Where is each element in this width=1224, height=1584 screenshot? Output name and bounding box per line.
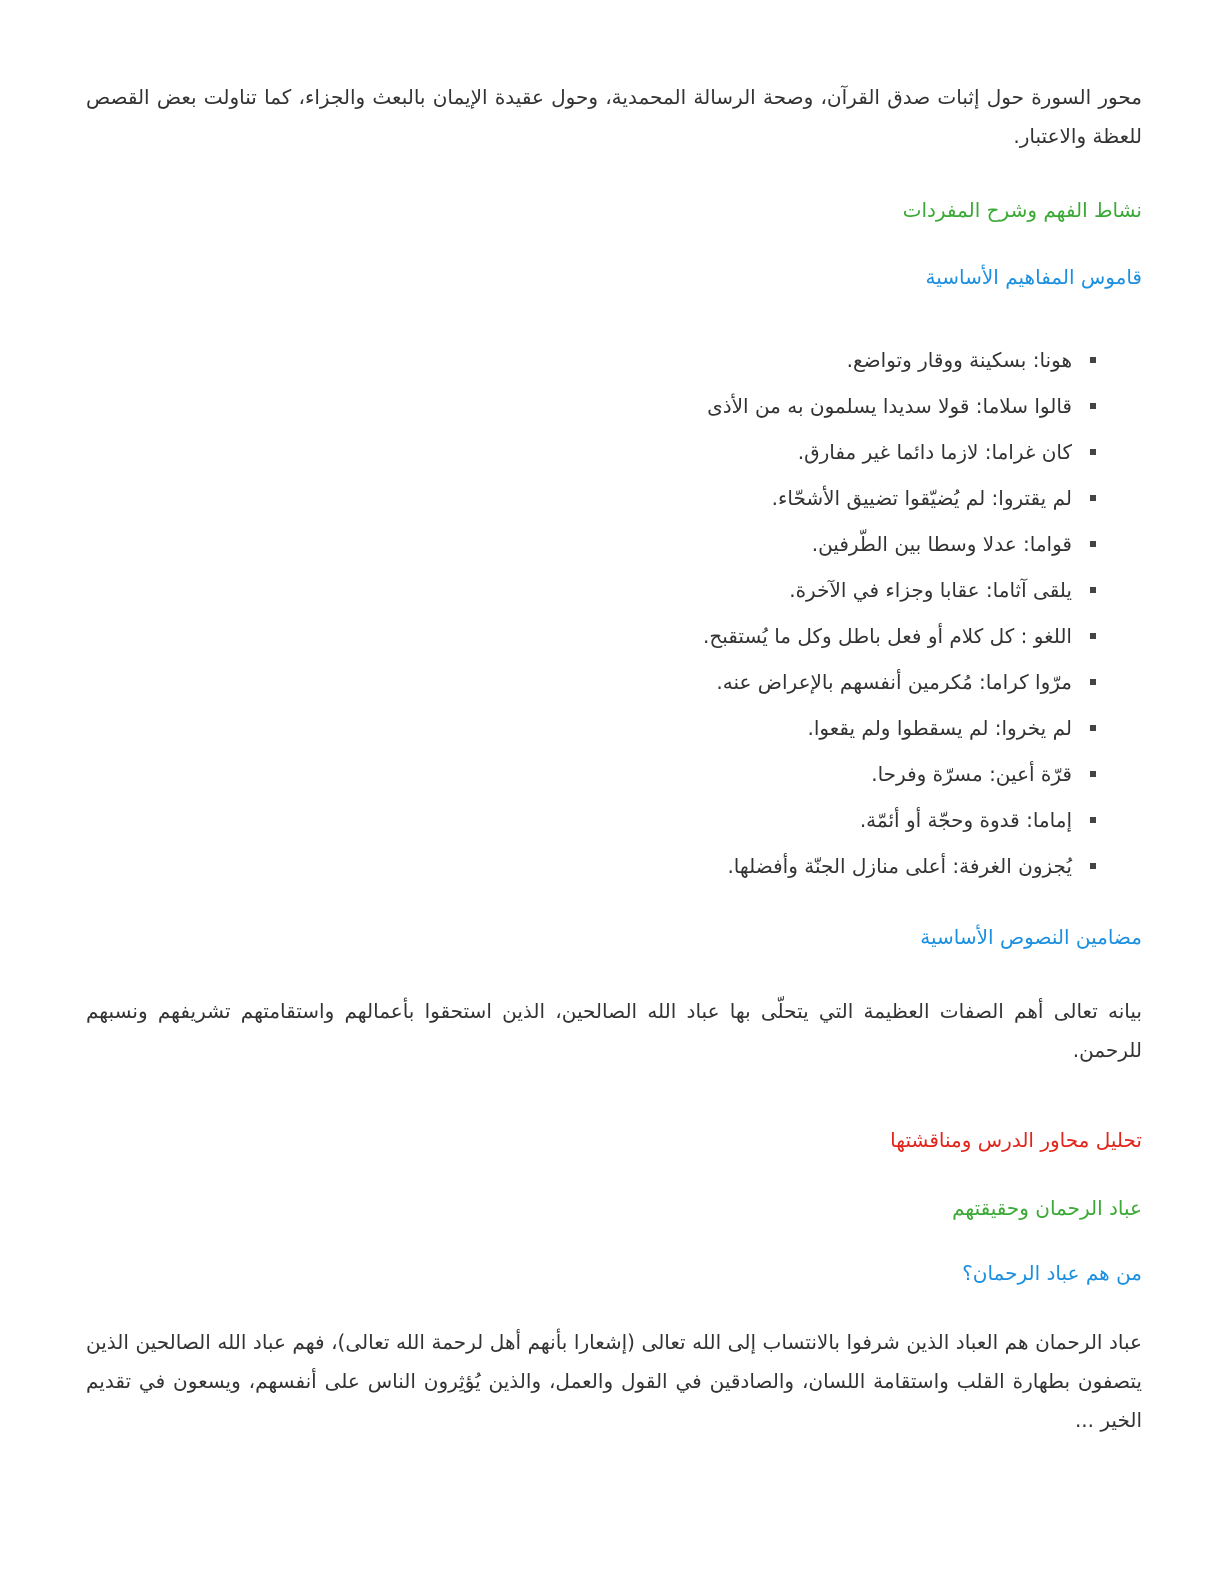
- list-item: [86, 705, 1096, 751]
- list-item: [86, 659, 1096, 705]
- vocab-text: قالوا سلاما: قولا سديدا يسلمون به من الأذى: [707, 394, 1072, 418]
- square-bullet-icon: [1090, 357, 1096, 363]
- list-item: [86, 521, 1096, 567]
- analysis-heading: تحليل محاور الدرس ومناقشتها: [890, 1128, 1142, 1152]
- vocab-text: يُجزون الغرفة: أعلى منازل الجنّة وأفضلها.: [727, 854, 1072, 878]
- vocab-text: إماما: قدوة وحجّة أو أئمّة.: [859, 808, 1072, 832]
- square-bullet-icon: [1090, 771, 1096, 777]
- list-item: [86, 475, 1096, 521]
- list-item: [86, 751, 1096, 797]
- activity-heading: نشاط الفهم وشرح المفردات: [902, 198, 1142, 222]
- vocab-text: لم يقتروا: لم يُضيّقوا تضييق الأشحّاء.: [771, 486, 1072, 510]
- list-item: [86, 429, 1096, 475]
- who-paragraph: عباد الرحمان هم العباد الذين شرفوا بالانتساب إلى الله تعالى (إشعارا بأنهم أهل لرحمة الله تعالى)، فهم عباد الله الصالحين الذين يتصفون بطهارة القلب واستقامة اللسان، والصادقين في القول والعمل، والذين يُؤثِرون الناس على أنفسهم، ويسعون في تقديم الخير ...: [86, 1330, 1142, 1432]
- vocab-text: قواما: عدلا وسطا بين الطّرفين.: [811, 532, 1072, 556]
- square-bullet-icon: [1090, 587, 1096, 593]
- glossary-heading: قاموس المفاهيم الأساسية: [925, 265, 1142, 289]
- vocab-text: اللغو : كل كلام أو فعل باطل وكل ما يُستقبح.: [702, 624, 1072, 648]
- list-item: [86, 567, 1096, 613]
- vocabulary-list: [86, 337, 1142, 889]
- contents-heading: مضامين النصوص الأساسية: [920, 925, 1142, 949]
- square-bullet-icon: [1090, 863, 1096, 869]
- square-bullet-icon: [1090, 541, 1096, 547]
- who-heading: من هم عباد الرحمان؟: [962, 1261, 1142, 1285]
- list-item: [86, 613, 1096, 659]
- square-bullet-icon: [1090, 449, 1096, 455]
- vocab-text: يلقى آثاما: عقابا وجزاء في الآخرة.: [789, 578, 1072, 602]
- vocab-text: مرّوا كراما: مُكرمين أنفسهم بالإعراض عنه.: [716, 670, 1072, 694]
- intro-paragraph: محور السورة حول إثبات صدق القرآن، وصحة الرسالة المحمدية، وحول عقيدة الإيمان بالبعث والجزاء، كما تناولت بعض القصص للعظة والاعتبار.: [86, 85, 1142, 148]
- square-bullet-icon: [1090, 679, 1096, 685]
- square-bullet-icon: [1090, 725, 1096, 731]
- square-bullet-icon: [1090, 817, 1096, 823]
- square-bullet-icon: [1090, 495, 1096, 501]
- vocab-text: قرّة أعين: مسرّة وفرحا.: [871, 762, 1072, 786]
- list-item: [86, 383, 1096, 429]
- list-item: [86, 843, 1096, 889]
- vocab-text: هونا: بسكينة ووقار وتواضع.: [846, 348, 1072, 372]
- list-item: [86, 337, 1096, 383]
- square-bullet-icon: [1090, 633, 1096, 639]
- square-bullet-icon: [1090, 403, 1096, 409]
- vocab-text: كان غراما: لازما دائما غير مفارق.: [797, 440, 1072, 464]
- contents-paragraph: بيانه تعالى أهم الصفات العظيمة التي يتحلّى بها عباد الله الصالحين، الذين استحقوا بأعمالهم واستقامتهم تشريفهم ونسبهم للرحمن.: [86, 999, 1142, 1062]
- servants-heading: عباد الرحمان وحقيقتهم: [952, 1196, 1142, 1220]
- list-item: [86, 797, 1096, 843]
- document-page: [86, 78, 1142, 1440]
- vocab-text: لم يخروا: لم يسقطوا ولم يقعوا.: [807, 716, 1072, 740]
